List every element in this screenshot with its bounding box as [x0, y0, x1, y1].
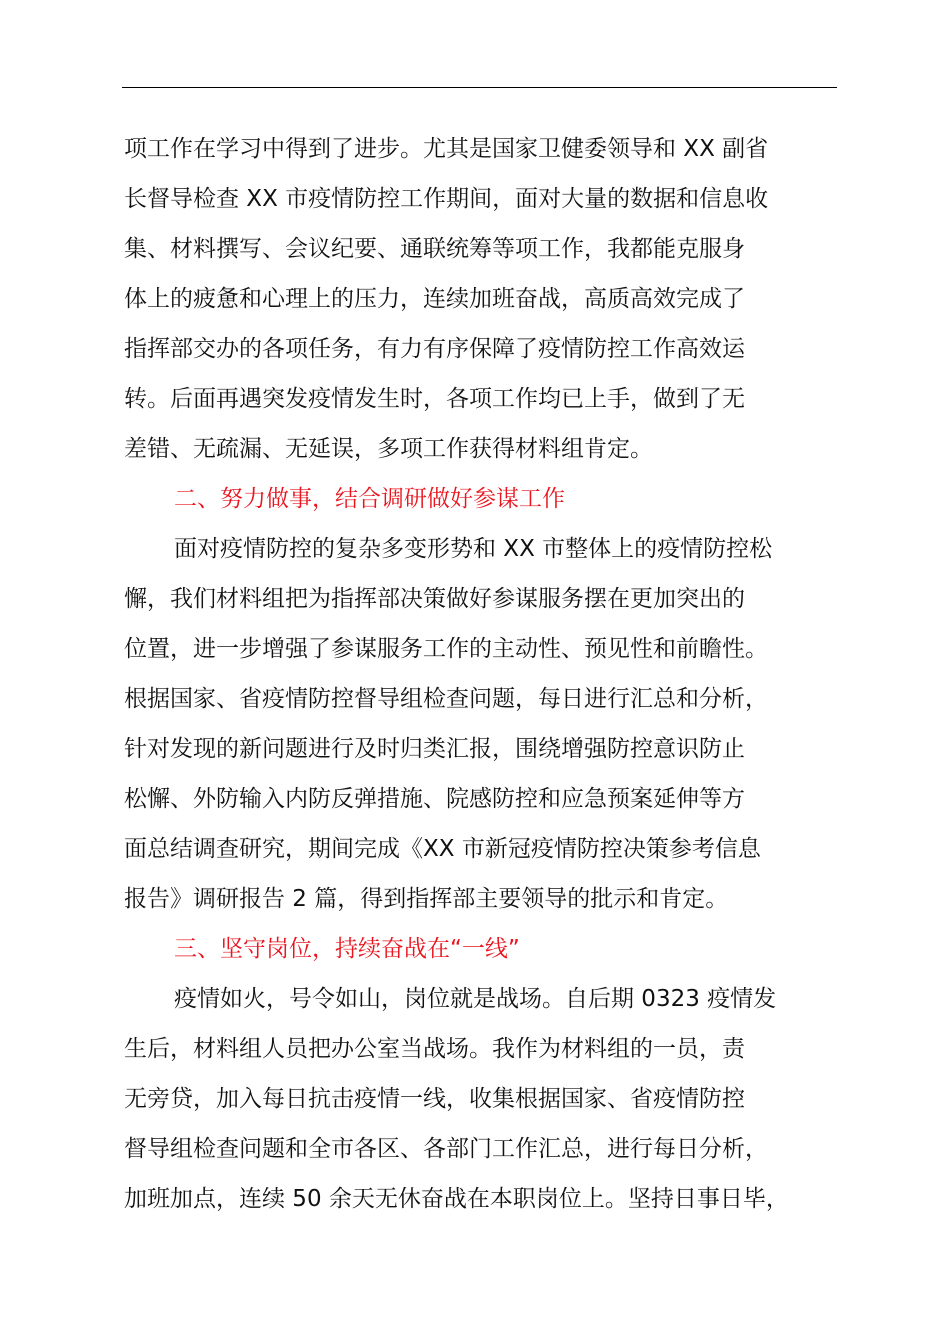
section-heading: 二、努力做事，结合调研做好参谋工作 — [174, 486, 565, 512]
text-line: 生后，材料组人员把办公室当战场。我作为材料组的一员，责 — [124, 1036, 745, 1062]
document-body — [124, 124, 840, 1224]
section-heading: 三、坚守岗位，持续奋战在“一线” — [174, 936, 520, 962]
paragraph-first-line: 面对疫情防控的复杂多变形势和 XX 市整体上的疫情防控松 — [174, 536, 773, 562]
paragraph-first-line: 疫情如火，号令如山，岗位就是战场。自后期 0323 疫情发 — [174, 986, 777, 1012]
text-line: 针对发现的新问题进行及时归类汇报，围绕增强防控意识防止 — [124, 736, 745, 762]
text-line: 督导组检查问题和全市各区、各部门工作汇总，进行每日分析， — [124, 1136, 768, 1162]
text-line: 集、材料撰写、会议纪要、通联统筹等项工作，我都能克服身 — [124, 236, 745, 262]
text-line: 体上的疲惫和心理上的压力，连续加班奋战，高质高效完成了 — [124, 286, 745, 312]
text-line: 加班加点，连续 50 余天无休奋战在本职岗位上。坚持日事日毕， — [124, 1186, 789, 1212]
header-rule — [122, 87, 837, 88]
text-line: 转。后面再遇突发疫情发生时，各项工作均已上手，做到了无 — [124, 386, 745, 412]
text-line: 根据国家、省疫情防控督导组检查问题，每日进行汇总和分析， — [124, 686, 768, 712]
text-line: 无旁贷，加入每日抗击疫情一线，收集根据国家、省疫情防控 — [124, 1086, 745, 1112]
text-line: 松懈、外防输入内防反弹措施、院感防控和应急预案延伸等方 — [124, 786, 745, 812]
text-line: 差错、无疏漏、无延误，多项工作获得材料组肯定。 — [124, 436, 653, 462]
text-line: 指挥部交办的各项任务，有力有序保障了疫情防控工作高效运 — [124, 336, 745, 362]
text-line: 面总结调查研究，期间完成《XX 市新冠疫情防控决策参考信息 — [124, 836, 761, 862]
text-line: 懈，我们材料组把为指挥部决策做好参谋服务摆在更加突出的 — [124, 586, 745, 612]
text-line: 报告》调研报告 2 篇，得到指挥部主要领导的批示和肯定。 — [124, 886, 729, 912]
text-line: 位置，进一步增强了参谋服务工作的主动性、预见性和前瞻性。 — [124, 636, 768, 662]
text-line: 项工作在学习中得到了进步。尤其是国家卫健委领导和 XX 副省 — [124, 136, 769, 162]
text-line: 长督导检查 XX 市疫情防控工作期间，面对大量的数据和信息收 — [124, 186, 769, 212]
